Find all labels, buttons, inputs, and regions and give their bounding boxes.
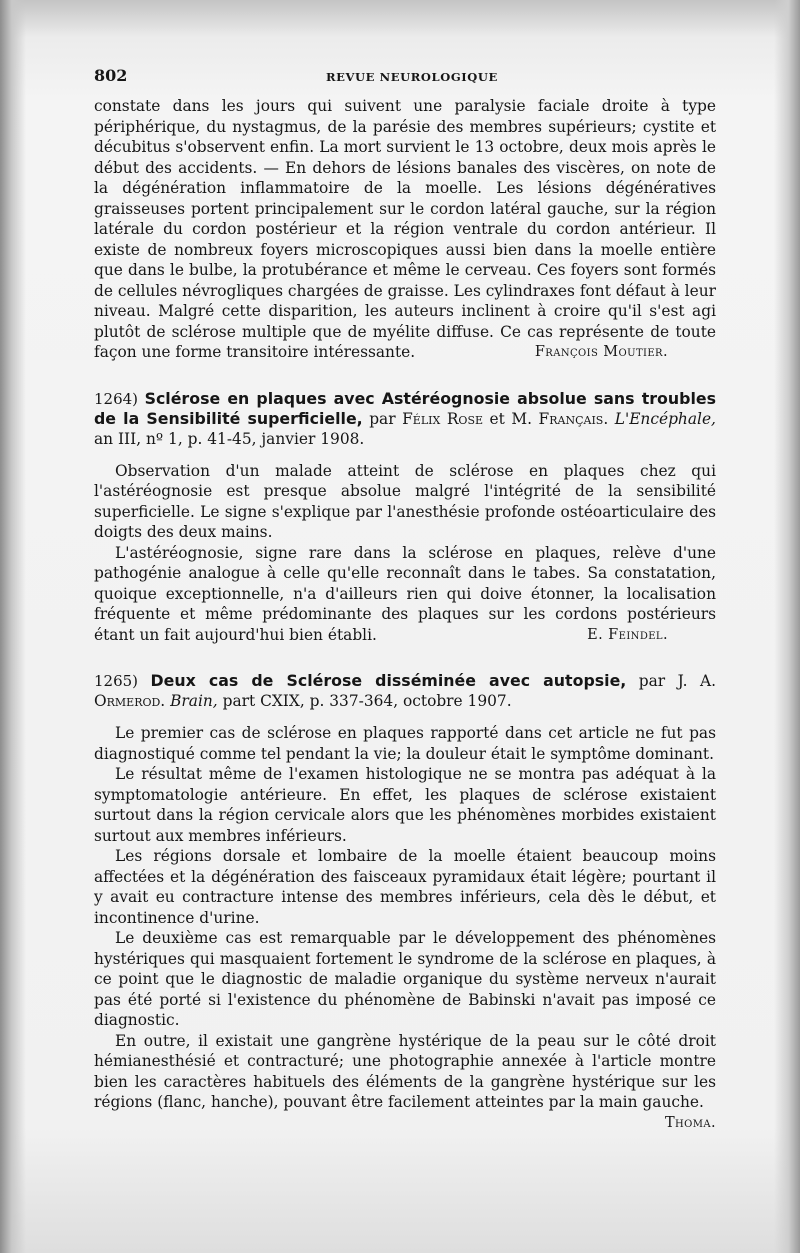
entry-1265-by: par	[638, 672, 666, 690]
entry-1265-paragraph: Les régions dorsale et lombaire de la moelle étaient beaucoup moins affectées et la dégénération des faisceaux pyramidaux était légère; pourtant il y avait eu contracture intense des membres inférieurs, cela dès le début, et incontinence d'urine.	[94, 847, 716, 927]
entry-1264-reference: an III, nº 1, p. 41-45, janvier 1908.	[94, 429, 365, 448]
entry-1264-paragraph-text: L'astéréognosie, signe rare dans la sclérose en plaques, relève d'une pathogénie analogue à celle qu'elle reconnaît dans le tabes. Sa constatation, quoique exceptionnelle, n'a d'ailleurs rien qui doive étonner, la localisation fréquente et même prédominante des plaques sur les cordons postérieurs étant un fait aujourd'hui bien établi.	[94, 543, 716, 644]
page-shadow-left	[0, 0, 26, 1253]
entry-1264-paragraph	[94, 543, 716, 646]
entry-1264-author-2: M. Français.	[511, 409, 609, 428]
entry-1265-reference: part CXIX, p. 337-364, octobre 1907.	[222, 692, 512, 710]
entry-1264-and: et	[489, 409, 505, 428]
journal-title: REVUE NEUROLOGIQUE	[326, 70, 498, 84]
entry-1265-title: Deux cas de Sclérose disséminée avec autopsie,	[150, 671, 627, 690]
signature-moutier: François Moutier.	[534, 344, 668, 360]
entry-1264-paragraph: Observation d'un malade atteint de sclérose en plaques chez qui l'astéréognosie est presque absolue malgré l'intégrité de la sensibilité superficielle. Le signe s'explique par l'anesthésie profonde ostéoarticulaire des doigts des deux mains.	[94, 461, 716, 541]
running-head	[94, 66, 716, 96]
entry-1264-by: par	[369, 409, 396, 428]
page-content	[94, 66, 716, 1133]
entry-1264-author-1: Félix Rose	[402, 409, 484, 428]
entry-1265-number: 1265)	[94, 672, 139, 690]
signature-thoma: Thoma.	[664, 1114, 716, 1131]
entry-1264-journal: L'Encéphale,	[614, 409, 716, 428]
entry-1265-author: J. A. Ormerod.	[94, 672, 716, 710]
entry-1264-number: 1264)	[94, 389, 139, 408]
entry-1265-body	[94, 723, 716, 1133]
entry-1265-journal: Brain,	[170, 692, 218, 710]
page-shadow-right	[774, 0, 800, 1253]
entry-1265-paragraph: En outre, il existait une gangrène hystérique de la peau sur le côté droit hémianesthésié et contracturé; une photographie annexée à l'article montre bien les caractères habituels des éléments de la gangrène hystérique sur les régions (flanc, hanche), pouvant être facilement atteintes par la main gauche.	[94, 1031, 716, 1111]
entry-1264-title: Sclérose en plaques avec Astéréognosie absolue sans troubles de la Sensibilité superficielle,	[94, 388, 716, 428]
entry-1265-paragraph: Le deuxième cas est remarquable par le développement des phénomènes hystériques qui masquaient fortement le syndrome de la sclérose en plaques, à ce point que le diagnostic de maladie organique du système nerveux n'aurait pas été porté si l'existence du phénomène de Babinski n'avait pas imposé ce diagnostic.	[94, 929, 716, 1029]
entry-1264-heading	[94, 389, 716, 449]
signature-feindel: E. Feindel.	[587, 626, 668, 643]
continuation-paragraph	[94, 96, 716, 363]
entry-1265-heading	[94, 671, 716, 711]
continuation-text: constate dans les jours qui suivent une paralysie faciale droite à type périphérique, du nystagmus, de la parésie des membres supérieurs; cystite et décubitus s'observent enfin. La mort survient le 13 octobre, deux mois après le début des accidents. — En dehors de lésions banales des viscères, on note de la dégénération inflammatoire de la moelle. Les lésions dégénératives graisseuses portent principalement sur le cordon latéral gauche, sur la région latérale du cordon postérieur et la région ventrale du cordon antérieur. Il existe de nombreux foyers microscopiques aussi bien dans la moelle entière que dans le bulbe, la protubérance et même le cerveau. Ces foyers sont formés de cellules névrogliques chargées de graisse. Les cylindraxes font défaut à leur niveau. Malgré cette disparition, les auteurs inclinent à croire qu'il s'est agi plutôt de sclérose multiple que de myélite diffuse. Ce cas représente de toute façon une forme transitoire intéressante.	[94, 97, 716, 361]
entry-1264-body	[94, 461, 716, 646]
entry-1265-paragraph: Le résultat même de l'examen histologique ne se montra pas adéquat à la symptomatologie antérieure. En effet, les plaques de sclérose existaient surtout dans la région cervicale alors que les phénomènes morbides existaient surtout aux membres inférieurs.	[94, 765, 716, 845]
page-number: 802	[94, 66, 128, 85]
entry-1265-paragraph: Le premier cas de sclérose en plaques rapporté dans cet article ne fut pas diagnostiqué comme tel pendant la vie; la douleur était le symptôme dominant.	[94, 724, 716, 763]
